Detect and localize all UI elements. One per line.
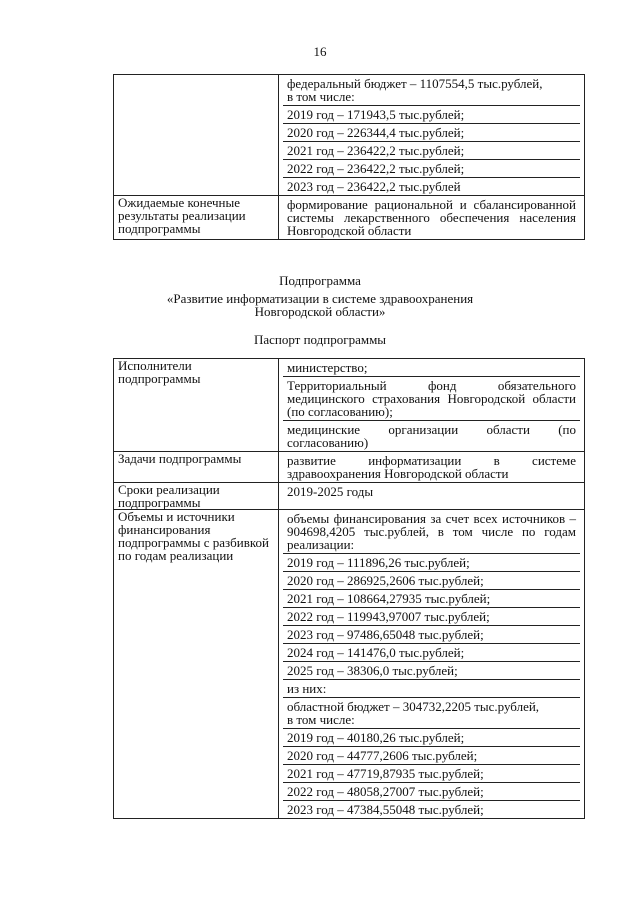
funding-line-total: объемы финансирования за счет всех источников – 904698,4205 тыс.рублей, в том числе по годам реализации: [283, 510, 580, 554]
funding-line: из них: [283, 680, 580, 698]
table-row [114, 452, 585, 483]
subprogram-title-line1: «Развитие информатизации в системе здравоохранения [166, 291, 474, 306]
terms-value: 2019-2025 годы [287, 484, 374, 499]
funding-cell [279, 75, 585, 196]
executor-item: министерство; [283, 359, 580, 377]
table-row [114, 196, 585, 240]
funding-line: 2021 год – 47719,87935 тыс.рублей; [283, 765, 580, 783]
funding-label: Объемы и источники финансирования подпрограммы с разбивкой по годам реализации [114, 510, 279, 819]
terms-label: Сроки реализации подпрограммы [114, 483, 279, 510]
page-number: 16 [313, 44, 327, 59]
funding-line: 2020 год – 226344,4 тыс.рублей; [283, 124, 580, 142]
executor-item: Территориальный фонд обязательного медицинского страхования Новгородской области (по согласованию); [283, 377, 580, 421]
results-cell [279, 196, 585, 240]
executors-label: Исполнители подпрограммы [114, 359, 279, 452]
table-row [114, 483, 585, 510]
funding-line: 2021 год – 108664,27935 тыс.рублей; [283, 590, 580, 608]
table-row [114, 75, 585, 196]
funding-line: 2023 год – 47384,55048 тыс.рублей; [287, 802, 484, 817]
funding-line: 2019 год – 111896,26 тыс.рублей; [283, 554, 580, 572]
funding-line: 2019 год – 171943,5 тыс.рублей; [283, 106, 580, 124]
terms-cell [279, 483, 585, 510]
executors-cell [279, 359, 585, 452]
tasks-label: Задачи подпрограммы [114, 452, 279, 483]
table-row [114, 510, 585, 819]
funding-table-continued [113, 74, 585, 240]
funding-line: 2022 год – 119943,97007 тыс.рублей; [283, 608, 580, 626]
funding-line-regional: областной бюджет – 304732,2205 тыс.рублей, в том числе: [283, 698, 580, 729]
passport-table [113, 358, 585, 819]
tasks-value: развитие информатизации в системе здравоохранения Новгородской области [287, 453, 576, 481]
empty-label-cell [114, 75, 279, 196]
results-value: формирование рациональной и сбалансированной системы лекарственного обеспечения населения Новгородской области [287, 197, 576, 238]
funding-line: 2023 год – 236422,2 тыс.рублей [287, 179, 461, 194]
funding-line: 2021 год – 236422,2 тыс.рублей; [283, 142, 580, 160]
funding-line: 2023 год – 97486,65048 тыс.рублей; [283, 626, 580, 644]
funding-line: 2022 год – 48058,27007 тыс.рублей; [283, 783, 580, 801]
funding-line: 2025 год – 38306,0 тыс.рублей; [283, 662, 580, 680]
results-label: Ожидаемые конечные результаты реализации подпрограммы [114, 196, 279, 240]
funding-line: 2020 год – 44777,2606 тыс.рублей; [283, 747, 580, 765]
tasks-cell [279, 452, 585, 483]
funding-line: 2019 год – 40180,26 тыс.рублей; [283, 729, 580, 747]
funding-line: 2024 год – 141476,0 тыс.рублей; [283, 644, 580, 662]
table-row [114, 359, 585, 452]
subprogram-heading: Подпрограмма [279, 273, 361, 288]
funding-cell [279, 510, 585, 819]
executor-item: медицинские организации области (по согласованию) [287, 422, 576, 450]
funding-line: 2022 год – 236422,2 тыс.рублей; [283, 160, 580, 178]
subprogram-title-line2: Новгородской области» [254, 304, 386, 319]
funding-line: 2020 год – 286925,2606 тыс.рублей; [283, 572, 580, 590]
funding-line-federal: федеральный бюджет – 1107554,5 тыс.рублей, в том числе: [283, 75, 580, 106]
passport-heading: Паспорт подпрограммы [253, 332, 387, 347]
